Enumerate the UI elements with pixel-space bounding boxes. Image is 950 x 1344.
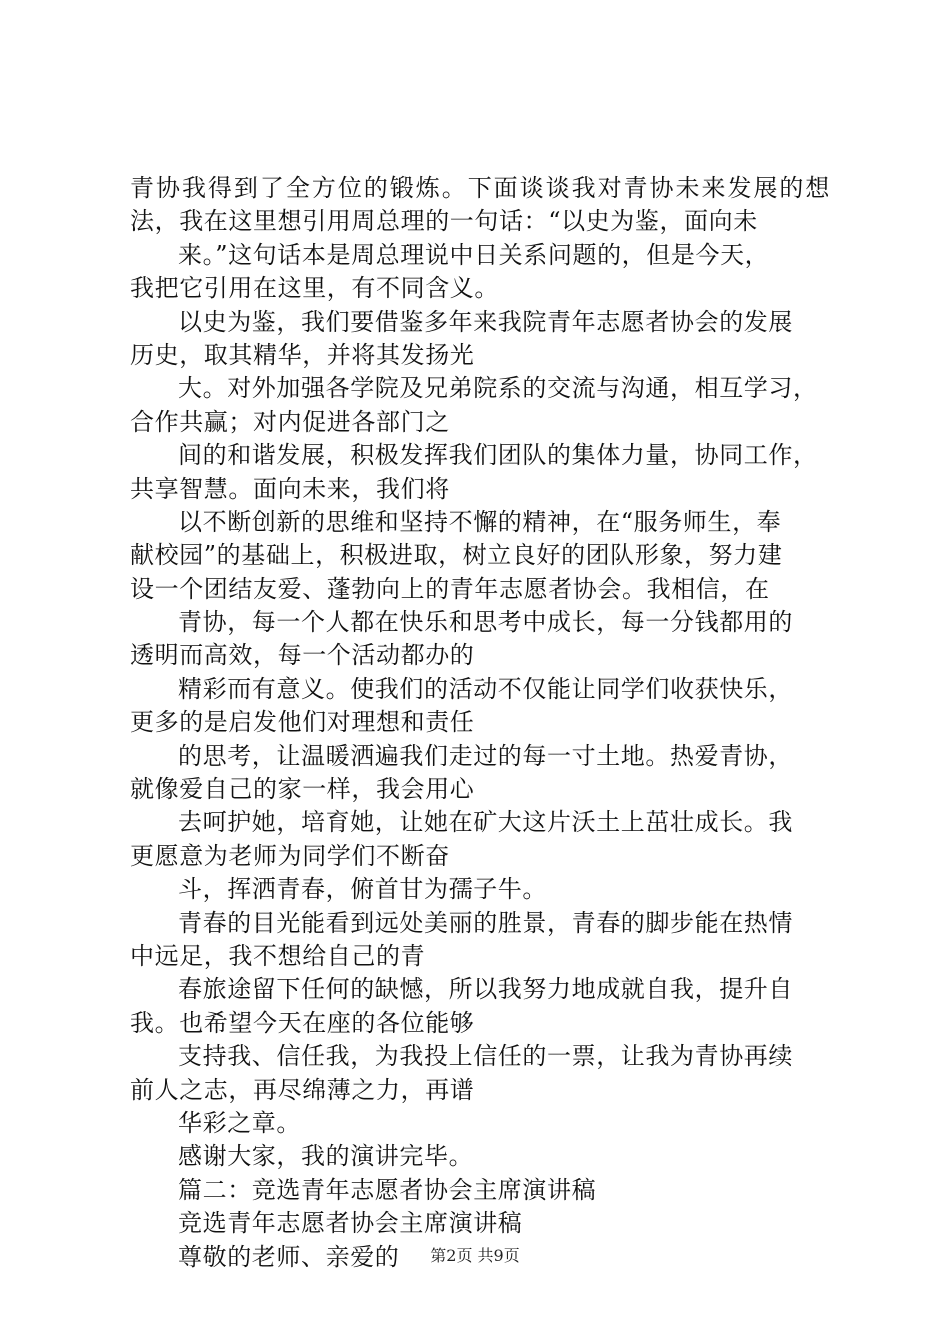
- text-line: 青协，每一个人都在快乐和思考中成长，每一分钱都用的: [178, 608, 793, 637]
- text-line: 我。也希望今天在座的各位能够: [130, 1008, 475, 1037]
- text-line: 春旅途留下任何的缺憾，所以我努力地成就自我，提升自: [178, 975, 793, 1004]
- text-line: 前人之志，再尽绵薄之力，再谱: [130, 1075, 475, 1104]
- text-line: 以史为鉴，我们要借鉴多年来我院青年志愿者协会的发展: [178, 307, 793, 336]
- text-line: 斗，挥洒青春，俯首甘为孺子牛。: [178, 875, 547, 904]
- page-footer: 第2页 共9页: [430, 1246, 520, 1265]
- text-line: 我把它引用在这里，有不同含义。: [130, 274, 499, 303]
- text-line: 青春的目光能看到远处美丽的胜景，青春的脚步能在热情: [178, 908, 793, 937]
- text-line: 以不断创新的思维和坚持不懈的精神，在“服务师生，奉: [178, 507, 782, 536]
- text-line: 法，我在这里想引用周总理的一句话：“以史为鉴，面向未: [130, 207, 758, 236]
- text-line: 设一个团结友爱、蓬勃向上的青年志愿者协会。我相信，在: [130, 574, 770, 603]
- text-line: 的思考，让温暖洒遍我们走过的每一寸土地。热爱青协，: [178, 741, 793, 770]
- text-line: 共享智慧。面向未来，我们将: [130, 474, 450, 503]
- text-line: 历史，取其精华，并将其发扬光: [130, 340, 475, 369]
- text-line: 大。对外加强各学院及兄弟院系的交流与沟通，相互学习，: [178, 374, 818, 403]
- body-text: [130, 172, 830, 1274]
- text-line: 透明而高效，每一个活动都办的: [130, 641, 475, 670]
- text-line: 感谢大家，我的演讲完毕。: [178, 1142, 474, 1171]
- text-line: 去呵护她，培育她，让她在矿大这片沃土上茁壮成长。我: [178, 808, 793, 837]
- text-line: 支持我、信任我，为我投上信任的一票，让我为青协再续: [178, 1042, 793, 1071]
- text-line: 就像爱自己的家一样，我会用心: [130, 775, 475, 804]
- speech-title: 竞选青年志愿者协会主席演讲稿: [178, 1209, 523, 1238]
- salutation: 尊敬的老师、亲爱的: [178, 1242, 400, 1271]
- section-heading: 篇二：竞选青年志愿者协会主席演讲稿: [178, 1175, 597, 1204]
- text-line: 精彩而有意义。使我们的活动不仅能让同学们收获快乐，: [178, 674, 793, 703]
- text-line: 献校园”的基础上，积极进取，树立良好的团队形象，努力建: [130, 541, 783, 570]
- text-line: 更愿意为老师为同学们不断奋: [130, 841, 450, 870]
- text-line: 来。”这句话本是周总理说中日关系问题的，但是今天，: [178, 240, 770, 269]
- text-line: 青协我得到了全方位的锻炼。下面谈谈我对青协未来发展的想: [130, 174, 830, 202]
- text-line: 中远足，我不想给自己的青: [130, 941, 426, 970]
- text-line: 合作共赢；对内促进各部门之: [130, 407, 450, 436]
- text-line: 间的和谐发展，积极发挥我们团队的集体力量，协同工作，: [178, 441, 818, 470]
- text-line: 华彩之章。: [178, 1108, 301, 1137]
- text-line: 更多的是启发他们对理想和责任: [130, 708, 475, 737]
